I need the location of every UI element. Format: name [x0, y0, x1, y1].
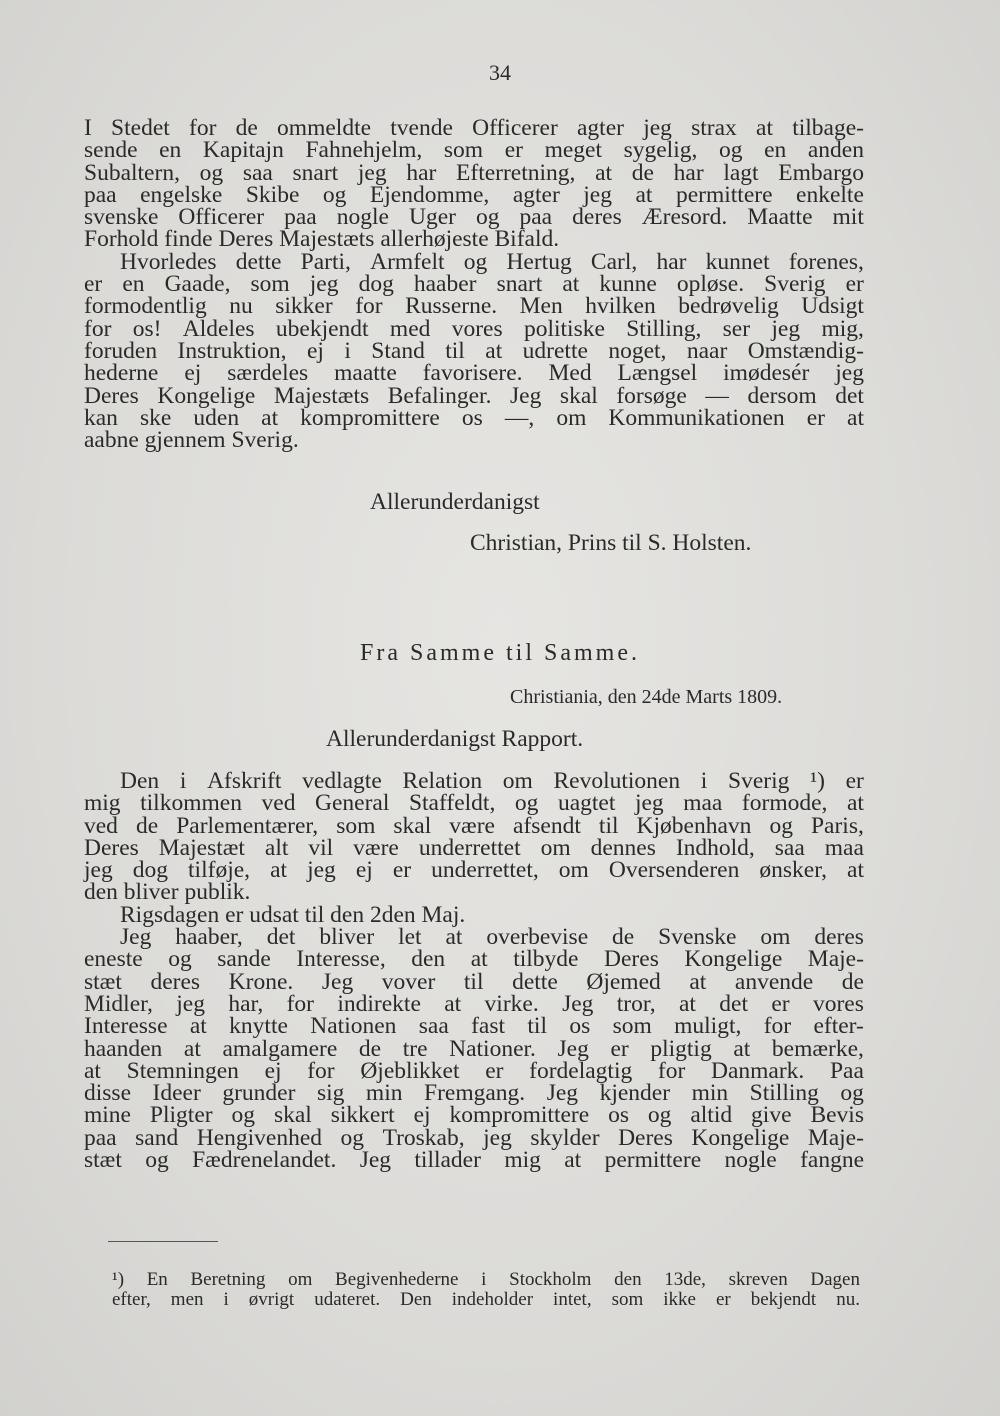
letter2-place-date: Christiania, den 24de Marts 1809.	[510, 686, 783, 708]
text-line: disse Ideer grunder sig min Fremgang. Jeg kjender min Stilling og	[84, 1080, 864, 1107]
text-line: mine Pligter og skal sikkert ej kompromittere os og altid give Bevis	[84, 1102, 864, 1129]
letter1-closing: Allerunderdanigst	[370, 489, 540, 515]
text-line: Interesse at knytte Nationen saa fast til os som muligt, for efter-	[84, 1013, 864, 1040]
text-line: Rigsdagen er udsat til den 2den Maj.	[120, 901, 466, 928]
letter2-subheading: Allerunderdanigst Rapport.	[326, 726, 584, 752]
text-line: sende en Kapitajn Fahnehjelm, som er meget sygelig, og en anden	[84, 137, 864, 164]
text-line: eneste og sande Interesse, den at tilbyde Deres Kongelige Maje-	[84, 946, 864, 973]
footnote-divider	[108, 1241, 218, 1242]
text-line: Deres Kongelige Majestæts Befalinger. Jeg skal forsøge — dersom det	[84, 382, 864, 409]
text-line: paa sand Hengivenhed og Troskab, jeg skylder Deres Kongelige Maje-	[84, 1124, 864, 1151]
text-line: stæt deres Krone. Jeg vover til dette Øjemed at anvende de	[84, 968, 864, 995]
text-line: Jeg haaber, det bliver let at overbevise de Svenske om deres	[120, 924, 864, 951]
text-line: Hvorledes dette Parti, Armfelt og Hertug Carl, har kunnet forenes,	[120, 248, 864, 275]
text-line: svenske Officerer paa nogle Uger og paa deres Æresord. Maatte mit	[84, 204, 864, 231]
text-line: Deres Majestæt alt vil være underrettet om dennes Indhold, saa maa	[84, 834, 864, 861]
text-line: Den i Afskrift vedlagte Relation om Revolutionen i Sverig ¹) er	[120, 768, 864, 794]
footnote-line: efter, men i øvrigt udateret. Den indeholder intet, som ikke er bekjendt nu.	[112, 1289, 860, 1310]
text-line: aabne gjennem Sverig.	[84, 427, 299, 454]
text-line: I Stedet for de ommeldte tvende Officerer agter jeg strax at tilbage-	[84, 115, 864, 141]
text-line: Forhold finde Deres Majestæts allerhøjeste Bifald.	[84, 226, 560, 253]
text-line: for os! Aldeles ubekjendt med vores politiske Stilling, ser jeg mig,	[84, 315, 864, 342]
page-number: 34	[489, 60, 511, 85]
text-line: ved de Parlementærer, som skal være afsendt til Kjøbenhavn og Paris,	[84, 812, 864, 839]
text-line: formodentlig nu sikker for Russerne. Men hvilken bedrøvelig Udsigt	[84, 293, 864, 320]
letter1-body	[84, 115, 864, 454]
text-line: haanden at amalgamere de tre Nationer. Jeg er pligtig at bemærke,	[84, 1035, 864, 1062]
text-line: kan ske uden at kompromittere os —, om Kommunikationen er at	[84, 404, 864, 431]
text-line: paa engelske Skibe og Ejendomme, agter jeg at permittere enkelte	[84, 181, 864, 208]
text-line: den bliver publik.	[84, 879, 251, 906]
letter2-body	[84, 768, 864, 1174]
text-line: hederne ej særdeles maatte favorisere. Med Længsel imødesér jeg	[84, 360, 864, 387]
letter1-signature: Christian, Prins til S. Holsten.	[470, 530, 752, 556]
text-line: foruden Instruktion, ej i Stand til at udrette noget, naar Omstændig-	[84, 337, 864, 364]
text-line: at Stemningen ej for Øjeblikket er fordelagtig for Danmark. Paa	[84, 1057, 864, 1084]
footnote	[112, 1270, 860, 1310]
text-line: mig tilkommen ved General Staffeldt, og uagtet jeg maa formode, at	[84, 790, 864, 817]
text-line: jeg dog tilføje, at jeg ej er underrettet, om Oversenderen ønsker, at	[84, 857, 864, 884]
text-line: er en Gaade, som jeg dog haaber snart at kunne opløse. Sverig er	[84, 271, 864, 298]
text-line: stæt og Fædrenelandet. Jeg tillader mig at permittere nogle fangne	[84, 1147, 864, 1174]
text-line: Subaltern, og saa snart jeg har Efterretning, at de har lagt Embargo	[84, 159, 864, 186]
footnote-line: ¹) En Beretning om Begivenhederne i Stockholm den 13de, skreven Dagen	[112, 1269, 860, 1290]
text-line: Midler, jeg har, for indirekte at virke. Jeg tror, at det er vores	[84, 990, 864, 1017]
letter2-heading: Fra Samme til Samme.	[360, 640, 640, 666]
